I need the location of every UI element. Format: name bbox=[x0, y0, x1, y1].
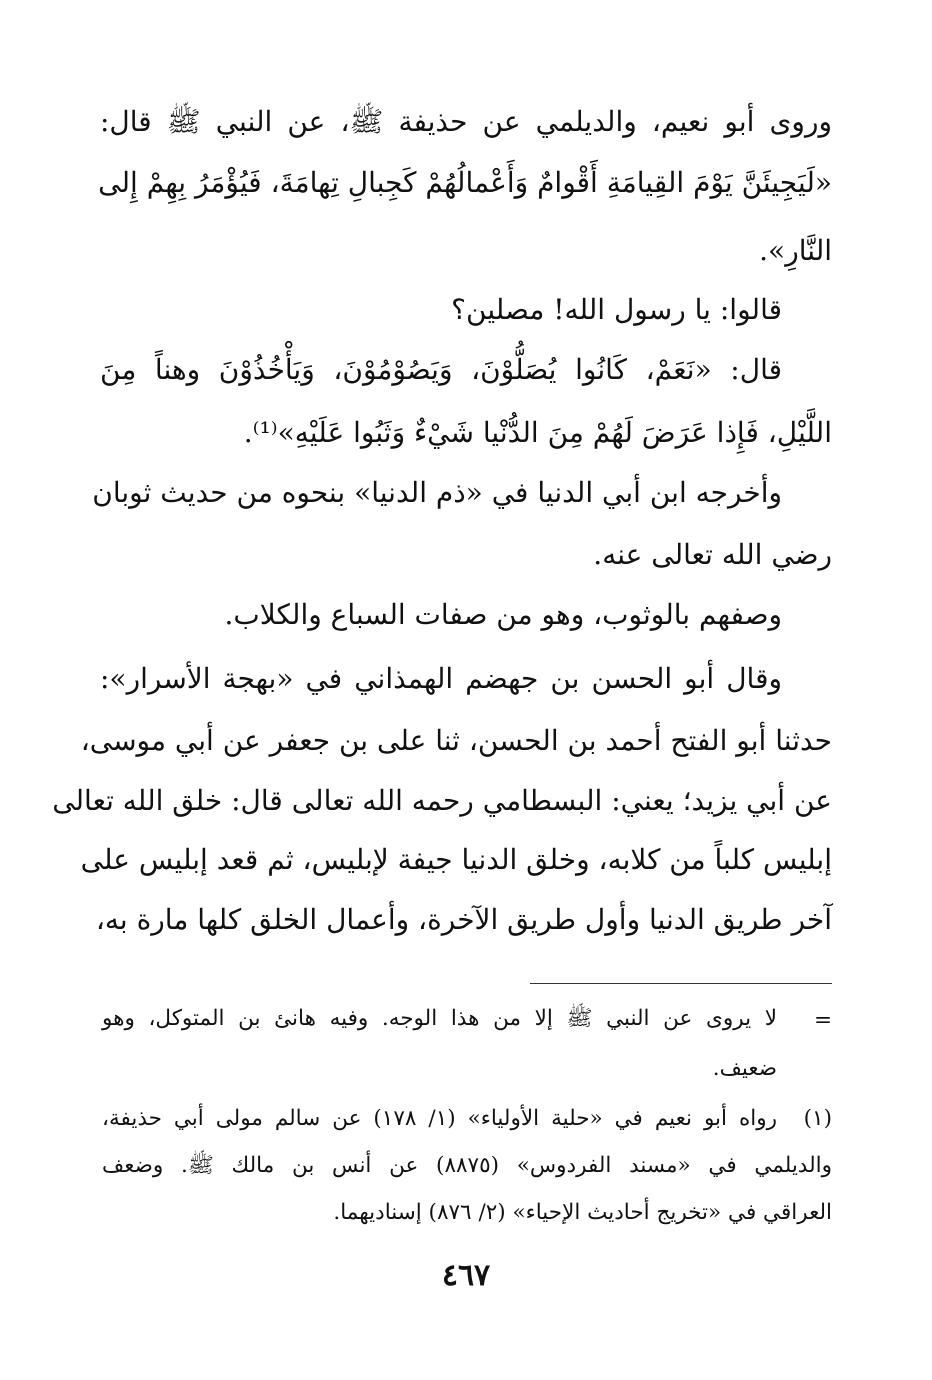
text-line: وقال أبو الحسن بن جهضم الهمذاني في «بهجة الأسرار»: bbox=[100, 662, 782, 695]
footnote-continuation-mark: = bbox=[813, 1008, 832, 1033]
footnote-number: (١) bbox=[803, 1106, 832, 1131]
text-line: إبليس كلباً من كلابه، وخلق الدنيا جيفة لإبليس، ثم قعد إبليس على bbox=[80, 843, 832, 876]
text-line: «لَيَجِيئَنَّ يَوْمَ القِيامَةِ أَقْوامٌ وَأَعْمالُهُمْ كَجِبالِ تِهامَةَ، فَيُؤْمَرُ بِهِمْ إِلى bbox=[98, 166, 832, 199]
text-line: قال: «نَعَمْ، كَانُوا يُصَلُّوْنَ، وَيَصُوْمُوْنَ، وَيَأْخُذُوْنَ وهناً مِنَ bbox=[100, 353, 782, 386]
page-number: ٤٦٧ bbox=[441, 1258, 491, 1293]
footnote-line: ضعيف. bbox=[712, 1056, 777, 1081]
footnote-line: رواه أبو نعيم في «حلية الأولياء» (١/ ١٧٨) عن سالم مولى أبي حذيفة، bbox=[102, 1106, 777, 1131]
text-line: قالوا: يا رسول الله! مصلين؟ bbox=[451, 293, 782, 326]
text-line: النَّارِ». bbox=[759, 234, 832, 267]
footnote-divider bbox=[530, 983, 832, 984]
text-line: وروى أبو نعيم، والديلمي عن حذيفة ﷺ، عن النبي ﷺ قال: bbox=[100, 105, 832, 138]
text-line: آخر طريق الدنيا وأول طريق الآخرة، وأعمال الخلق كلها مارة به، bbox=[95, 903, 832, 936]
text-line: رضي الله تعالى عنه. bbox=[593, 538, 832, 571]
text-line: عن أبي يزيد؛ يعني: البسطامي رحمه الله تعالى قال: خلق الله تعالى bbox=[52, 784, 832, 817]
text-line: وصفهم بالوثوب، وهو من صفات السباع والكلاب. bbox=[224, 598, 782, 631]
footnote-line: والديلمي في «مسند الفردوس» (٨٨٧٥) عن أنس بن مالك ﷺ. وضعف bbox=[102, 1153, 832, 1178]
text-line: حدثنا أبو الفتح أحمد بن الحسن، ثنا على بن جعفر عن أبي موسى، bbox=[80, 724, 832, 757]
footnote-line: العراقي في «تخريج أحاديث الإحياء» (٢/ ٨٧٦) إسناديهما. bbox=[333, 1200, 832, 1225]
text-line: وأخرجه ابن أبي الدنيا في «ذم الدنيا» بنحوه من حديث ثوبان bbox=[92, 476, 782, 509]
footnote-line: لا يروى عن النبي ﷺ إلا من هذا الوجه. وفيه هانئ بن المتوكل، وهو bbox=[102, 1006, 777, 1031]
text-line: اللَّيْلِ، فَإِذا عَرَضَ لَهُمْ مِنَ الدُّنْيا شَيْءٌ وَثَبُوا عَلَيْهِ»⁽¹⁾. bbox=[243, 416, 832, 449]
